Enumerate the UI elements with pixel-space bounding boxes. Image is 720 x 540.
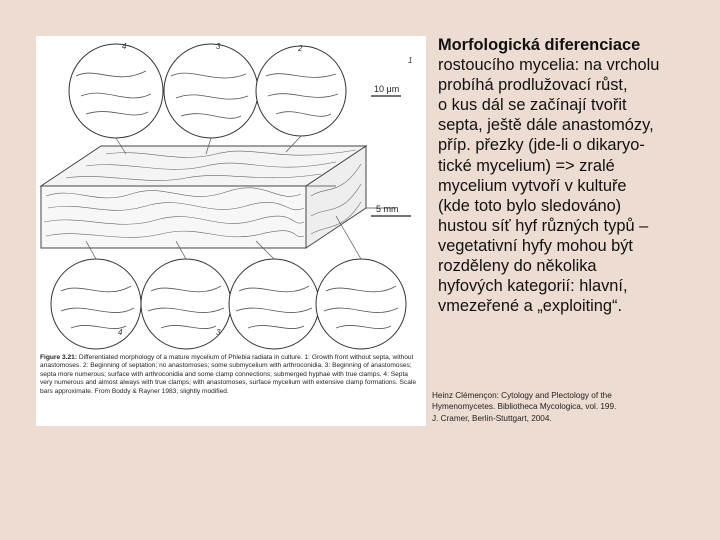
citation-line: Hymenomycetes. Bibliotheca Mycologica, vol. 199. bbox=[432, 402, 617, 412]
description-line: vmezeřené a „exploiting“. bbox=[438, 297, 623, 316]
panel-label: 4 bbox=[118, 328, 123, 337]
description-line: probíhá prodlužovací růst, bbox=[438, 76, 628, 95]
description-line: tické mycelium) => zralé bbox=[438, 156, 615, 175]
panel-label: 1 bbox=[408, 56, 413, 65]
description-title: Morfologická diferenciace bbox=[438, 36, 641, 54]
scale-bar-label-macro: 5 mm bbox=[376, 204, 399, 214]
description-line: hyfových kategorií: hlavní, bbox=[438, 277, 628, 296]
source-citation bbox=[432, 390, 712, 424]
description-line: rozděleny do několika bbox=[438, 257, 597, 276]
description-line: o kus dál se začínají tvořit bbox=[438, 96, 627, 115]
figure-caption bbox=[40, 354, 422, 396]
description-line: hustou síť hyf různých typů – bbox=[438, 216, 649, 235]
caption-text: Differentiated morphology of a mature mycelium of Phlebia radiata in culture. 1: Growth front without septa, without anastomoses. 2: Beginning of septation; no anastomoses; some submycelium with arthroconidia. 3: Beginning of anastomoses; septa more numerous; surface with arthroconidia and some clamp connections; submerged hyphae with true clamps. 4: Septa very numerous and almost always with true clamps; with anastomoses, surface mycelium with extensive clamp formations. Scale bars approximate. From Boddy & Rayner 1983, slightly modified. bbox=[40, 354, 416, 395]
description-line: rostoucího mycelia: na vrcholu bbox=[438, 56, 660, 75]
panel-label: 2 bbox=[298, 44, 303, 53]
description-line: příp. přezky (jde-li o dikaryo- bbox=[438, 136, 645, 155]
citation-line: J. Cramer, Berlin-Stuttgart, 2004. bbox=[432, 413, 552, 423]
panel-label: 3 bbox=[216, 42, 221, 51]
mycelium-figure bbox=[36, 36, 426, 426]
panel-label: 4 bbox=[122, 42, 127, 51]
scale-bar-label-micro: 10 μm bbox=[374, 84, 400, 94]
description-line: (kde toto bylo sledováno) bbox=[438, 196, 622, 215]
description-line: septa, ještě dále anastomózy, bbox=[438, 116, 654, 135]
description-text bbox=[438, 35, 710, 316]
description-line: mycelium vytvoří v kultuře bbox=[438, 176, 627, 195]
description-line: vegetativní hyfy mohou být bbox=[438, 236, 633, 255]
panel-label: 3 bbox=[216, 328, 221, 337]
caption-label: Figure 3.21: bbox=[40, 354, 78, 361]
citation-line: Heinz Clémençon: Cytology and Plectology of the bbox=[432, 391, 612, 400]
